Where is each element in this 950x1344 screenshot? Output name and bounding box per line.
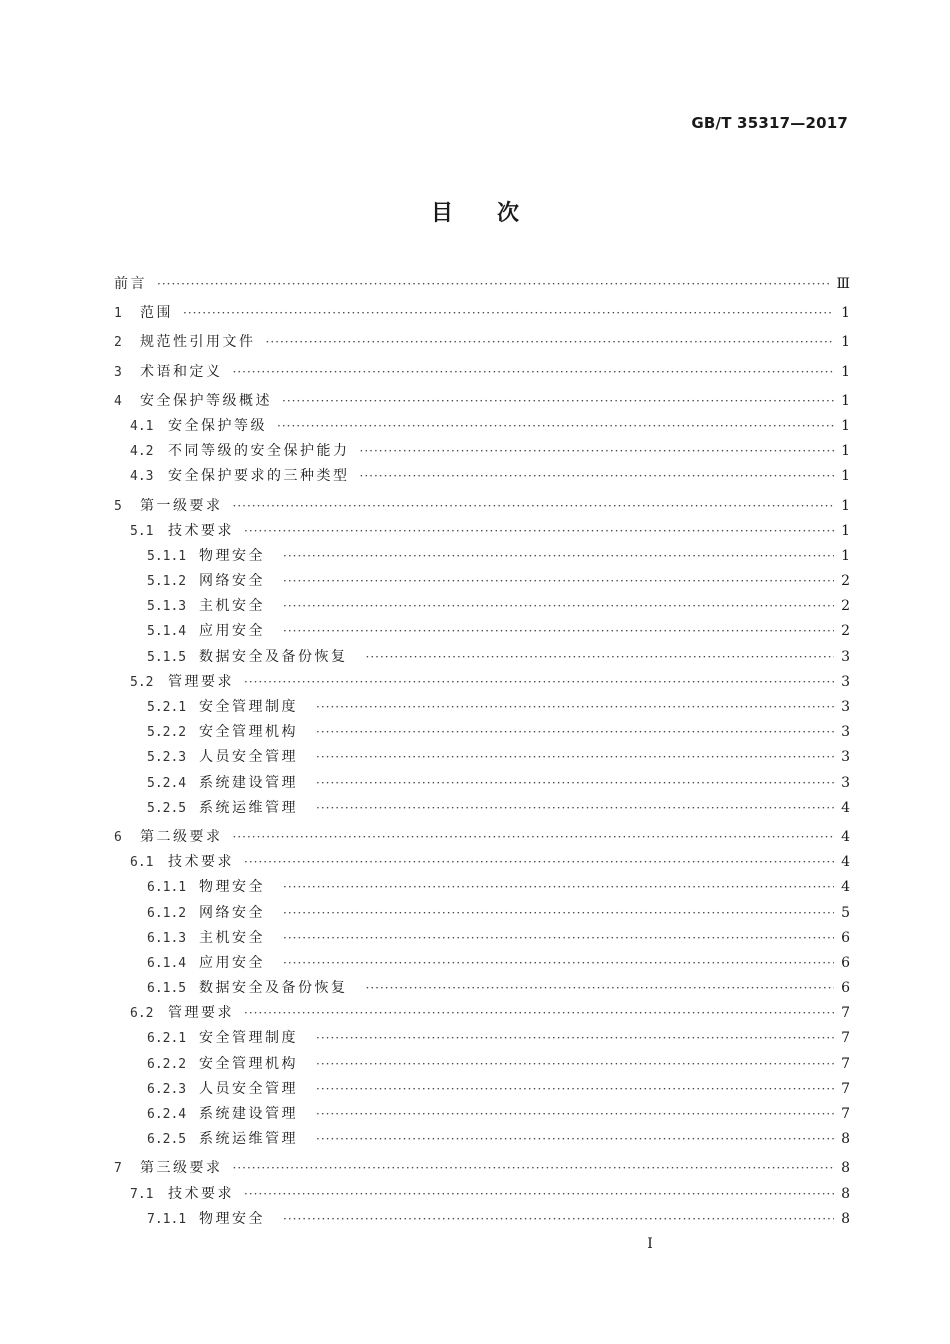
toc-entry-number: 6.1 bbox=[130, 855, 154, 871]
toc-entry-number: 4.2 bbox=[130, 444, 154, 460]
toc-entry-number: 6.2.5 bbox=[147, 1132, 187, 1148]
toc-leader-dots bbox=[283, 569, 834, 594]
toc-entry-number: 4.3 bbox=[130, 469, 154, 485]
toc-entry-number: 6.1.5 bbox=[147, 981, 187, 997]
toc-entry-label: 系统运维管理 bbox=[199, 799, 298, 816]
toc-entry-page: 3 bbox=[841, 774, 850, 791]
toc-entry-number: 4.1 bbox=[130, 418, 154, 434]
toc-entry-label: 主机安全 bbox=[199, 929, 265, 946]
toc-entry-page: 8 bbox=[841, 1185, 850, 1202]
toc-entry[interactable] bbox=[114, 1127, 850, 1152]
toc-entry[interactable] bbox=[114, 1156, 850, 1181]
toc-entry-label: 安全管理机构 bbox=[199, 724, 298, 741]
toc-entry[interactable] bbox=[114, 1001, 850, 1026]
toc-entry-page: 1 bbox=[841, 363, 850, 380]
toc-entry[interactable] bbox=[114, 1207, 850, 1232]
toc-entry-label: 前言 bbox=[114, 276, 147, 292]
toc-leader-dots bbox=[316, 1052, 834, 1077]
toc-entry-page: 1 bbox=[841, 497, 850, 514]
toc-entry[interactable] bbox=[114, 1052, 850, 1077]
toc-leader-dots bbox=[316, 745, 834, 770]
toc-entry-page: 2 bbox=[841, 573, 850, 590]
toc-entry[interactable] bbox=[114, 301, 850, 326]
toc-entry[interactable] bbox=[114, 645, 850, 670]
toc-entry[interactable] bbox=[114, 1077, 850, 1102]
toc-entry-page: 6 bbox=[841, 929, 850, 946]
toc-entry-number: 5 bbox=[114, 498, 122, 514]
toc-entry-number: 6.1.3 bbox=[147, 930, 187, 946]
toc-entry-number: 7 bbox=[114, 1161, 122, 1177]
toc-entry-label: 管理要求 bbox=[168, 673, 234, 690]
toc-leader-dots bbox=[183, 301, 834, 326]
toc-entry-label: 应用安全 bbox=[199, 623, 265, 640]
toc-entry-page: 7 bbox=[841, 1106, 850, 1122]
toc-entry-page: 5 bbox=[841, 904, 850, 921]
toc-entry-label: 系统建设管理 bbox=[199, 774, 298, 791]
toc-leader-dots bbox=[283, 594, 834, 619]
toc-entry[interactable] bbox=[114, 796, 850, 821]
toc-entry-page: 1 bbox=[841, 392, 850, 409]
toc-entry-page: 7 bbox=[841, 1005, 850, 1022]
toc-entry-label: 人员安全管理 bbox=[199, 749, 298, 766]
toc-entry-page: 8 bbox=[841, 1160, 850, 1177]
toc-leader-dots bbox=[244, 1182, 834, 1207]
toc-leader-dots bbox=[283, 951, 834, 976]
toc-entry-number: 6.2.1 bbox=[147, 1031, 187, 1047]
toc-entry-label: 不同等级的安全保护能力 bbox=[168, 443, 350, 460]
toc-entry-page: 3 bbox=[841, 673, 850, 690]
toc-entry-label: 第三级要求 bbox=[140, 1160, 223, 1177]
toc-entry[interactable] bbox=[114, 875, 850, 900]
toc-entry-number: 5.1.3 bbox=[147, 599, 187, 615]
toc-entry[interactable] bbox=[114, 464, 850, 489]
toc-entry-number: 5.2.4 bbox=[147, 775, 187, 791]
toc-entry-page: 3 bbox=[841, 749, 850, 766]
toc-entry-label: 系统建设管理 bbox=[199, 1106, 298, 1122]
toc-entry-page: 2 bbox=[841, 623, 850, 640]
toc-leader-dots bbox=[283, 901, 834, 926]
toc-entry[interactable] bbox=[114, 330, 850, 355]
toc-entry-number: 5.2.2 bbox=[147, 725, 187, 741]
toc-leader-dots bbox=[233, 494, 835, 519]
toc-entry[interactable] bbox=[114, 901, 850, 926]
toc-entry-label: 范围 bbox=[140, 305, 173, 322]
toc-leader-dots bbox=[316, 1102, 834, 1127]
toc-entry-number: 5.1.4 bbox=[147, 624, 187, 640]
toc-entry-number: 4 bbox=[114, 393, 122, 409]
toc-entry-page: 1 bbox=[841, 547, 850, 564]
toc-entry-page: 3 bbox=[841, 724, 850, 741]
toc-leader-dots bbox=[282, 389, 834, 414]
toc-entry-label: 技术要求 bbox=[168, 1185, 234, 1202]
toc-leader-dots bbox=[244, 519, 834, 544]
toc-entry-label: 安全管理机构 bbox=[199, 1055, 298, 1072]
toc-entry[interactable] bbox=[114, 272, 850, 297]
toc-entry-page: 6 bbox=[841, 980, 850, 997]
toc-leader-dots bbox=[316, 720, 834, 745]
toc-entry-number: 5.1.2 bbox=[147, 574, 187, 590]
toc-entry-number: 6.1.2 bbox=[147, 905, 187, 921]
toc-entry-label: 安全管理制度 bbox=[199, 699, 298, 715]
toc-leader-dots bbox=[244, 1001, 834, 1026]
toc-leader-dots bbox=[157, 272, 830, 297]
toc-entry-label: 应用安全 bbox=[199, 954, 265, 971]
toc-entry-number: 5.2.3 bbox=[147, 750, 187, 766]
toc-entry-label: 技术要求 bbox=[168, 522, 234, 539]
toc-entry-label: 人员安全管理 bbox=[199, 1080, 298, 1097]
toc-entry-number: 1 bbox=[114, 306, 122, 322]
toc-entry[interactable] bbox=[114, 594, 850, 619]
toc-entry-label: 系统运维管理 bbox=[199, 1131, 298, 1148]
toc-leader-dots bbox=[283, 1207, 834, 1232]
page-number-text: I bbox=[647, 1236, 653, 1252]
toc-entry-page: 2 bbox=[841, 598, 850, 615]
toc-entry-label: 第一级要求 bbox=[140, 497, 223, 514]
toc-leader-dots bbox=[283, 926, 834, 951]
toc-entry-page: 1 bbox=[841, 468, 850, 485]
toc-leader-dots bbox=[316, 1127, 834, 1152]
toc-leader-dots bbox=[233, 360, 835, 385]
toc-entry-number: 7.1.1 bbox=[147, 1211, 187, 1227]
toc-entry-label: 安全保护要求的三种类型 bbox=[168, 468, 350, 485]
standard-code: GB/T 35317—2017 bbox=[691, 114, 848, 132]
toc-leader-dots bbox=[233, 1156, 835, 1181]
toc-leader-dots bbox=[316, 771, 834, 796]
toc-entry-label: 规范性引用文件 bbox=[140, 334, 256, 351]
toc-entry-page: 6 bbox=[841, 954, 850, 971]
toc-entry-label: 安全管理制度 bbox=[199, 1030, 298, 1047]
toc-entry-number: 6.2.4 bbox=[147, 1107, 187, 1122]
toc-entry-label: 主机安全 bbox=[199, 598, 265, 615]
toc-entry-number: 3 bbox=[114, 364, 122, 380]
toc-entry[interactable] bbox=[114, 976, 850, 1001]
toc-entry-page: 4 bbox=[841, 854, 850, 871]
toc-entry-number: 6.2.2 bbox=[147, 1056, 187, 1072]
toc-entry-label: 第二级要求 bbox=[140, 828, 223, 845]
toc-leader-dots bbox=[360, 439, 835, 464]
toc-leader-dots bbox=[316, 796, 834, 821]
toc-leader-dots bbox=[283, 875, 834, 900]
toc-entry-page: 1 bbox=[841, 334, 850, 351]
toc-entry-number: 2 bbox=[114, 335, 122, 351]
toc-entry-number: 5.1.5 bbox=[147, 649, 187, 665]
toc-leader-dots bbox=[283, 619, 834, 644]
toc-entry[interactable] bbox=[114, 825, 850, 850]
toc-entry-label: 技术要求 bbox=[168, 854, 234, 871]
toc-entry-page: 1 bbox=[841, 417, 850, 434]
toc-entry-page: 1 bbox=[841, 305, 850, 322]
toc-entry-page: 1 bbox=[841, 443, 850, 460]
toc-entry[interactable] bbox=[114, 670, 850, 695]
toc-entry-label: 安全保护等级概述 bbox=[140, 392, 272, 409]
toc-leader-dots bbox=[316, 1077, 834, 1102]
toc-entry[interactable] bbox=[114, 926, 850, 951]
toc-entry-label: 物理安全 bbox=[199, 1210, 265, 1227]
toc-entry-page: 4 bbox=[841, 799, 850, 816]
toc-entry-label: 数据安全及备份恢复 bbox=[199, 980, 348, 997]
toc-leader-dots bbox=[316, 1026, 834, 1051]
toc-entry-number: 7.1 bbox=[130, 1186, 154, 1202]
toc-leader-dots bbox=[244, 850, 834, 875]
toc-entry[interactable] bbox=[114, 720, 850, 745]
toc-entry[interactable] bbox=[114, 771, 850, 796]
toc-entry[interactable] bbox=[114, 544, 850, 569]
toc-leader-dots bbox=[360, 464, 835, 489]
toc-entry-label: 物理安全 bbox=[199, 879, 265, 896]
toc-entry-label: 术语和定义 bbox=[140, 363, 223, 380]
toc-entry[interactable] bbox=[114, 439, 850, 464]
toc-entry-label: 数据安全及备份恢复 bbox=[199, 648, 348, 665]
toc-entry[interactable] bbox=[114, 519, 850, 544]
page-number bbox=[0, 1236, 950, 1252]
toc-entry-label: 网络安全 bbox=[199, 904, 265, 921]
toc-entry-number: 5.2.1 bbox=[147, 700, 187, 715]
toc-entry-number: 6.1.1 bbox=[147, 880, 187, 896]
toc-leader-dots bbox=[283, 544, 834, 569]
toc-entry-page: 1 bbox=[841, 522, 850, 539]
toc-entry-label: 物理安全 bbox=[199, 547, 265, 564]
toc-leader-dots bbox=[366, 976, 835, 1001]
toc-entry-number: 5.1 bbox=[130, 523, 154, 539]
toc-entry-number: 5.2 bbox=[130, 674, 154, 690]
toc-entry-number: 6.2.3 bbox=[147, 1081, 187, 1097]
toc-entry-number: 6.2 bbox=[130, 1006, 154, 1022]
toc-entry-label: 网络安全 bbox=[199, 573, 265, 590]
toc-entry[interactable] bbox=[114, 951, 850, 976]
toc-entry-page: 3 bbox=[841, 699, 850, 715]
toc-entry[interactable] bbox=[114, 619, 850, 644]
toc-entry[interactable] bbox=[114, 1102, 850, 1127]
toc-entry[interactable] bbox=[114, 695, 850, 720]
toc-entry[interactable] bbox=[114, 1182, 850, 1207]
toc-leader-dots bbox=[266, 330, 835, 355]
toc-entry-page: 8 bbox=[841, 1210, 850, 1227]
toc-leader-dots bbox=[277, 414, 834, 439]
toc-leader-dots bbox=[233, 825, 835, 850]
toc-entry[interactable] bbox=[114, 1026, 850, 1051]
toc-entry-page: 4 bbox=[841, 879, 850, 896]
toc-entry-page: 7 bbox=[841, 1080, 850, 1097]
toc-entry-number: 5.1.1 bbox=[147, 548, 187, 564]
toc-entry-page: 8 bbox=[841, 1131, 850, 1148]
toc-entry-page: Ⅲ bbox=[836, 276, 850, 292]
toc-entry-number: 6.1.4 bbox=[147, 955, 187, 971]
toc-leader-dots bbox=[316, 695, 834, 720]
toc-leader-dots bbox=[244, 670, 834, 695]
toc-entry-label: 安全保护等级 bbox=[168, 417, 267, 434]
table-of-contents bbox=[114, 272, 850, 1232]
toc-leader-dots bbox=[366, 645, 835, 670]
toc-entry[interactable] bbox=[114, 494, 850, 519]
toc-entry-number: 6 bbox=[114, 829, 122, 845]
toc-entry[interactable] bbox=[114, 360, 850, 385]
toc-entry-page: 7 bbox=[841, 1055, 850, 1072]
toc-entry-label: 管理要求 bbox=[168, 1005, 234, 1022]
toc-entry[interactable] bbox=[114, 389, 850, 414]
toc-entry[interactable] bbox=[114, 850, 850, 875]
toc-entry-page: 4 bbox=[841, 828, 850, 845]
toc-entry[interactable] bbox=[114, 569, 850, 594]
toc-entry-number: 5.2.5 bbox=[147, 800, 187, 816]
toc-entry-page: 7 bbox=[841, 1030, 850, 1047]
toc-entry-page: 3 bbox=[841, 648, 850, 665]
toc-entry[interactable] bbox=[114, 745, 850, 770]
toc-entry[interactable] bbox=[114, 414, 850, 439]
page-title: 目次 bbox=[430, 201, 563, 226]
